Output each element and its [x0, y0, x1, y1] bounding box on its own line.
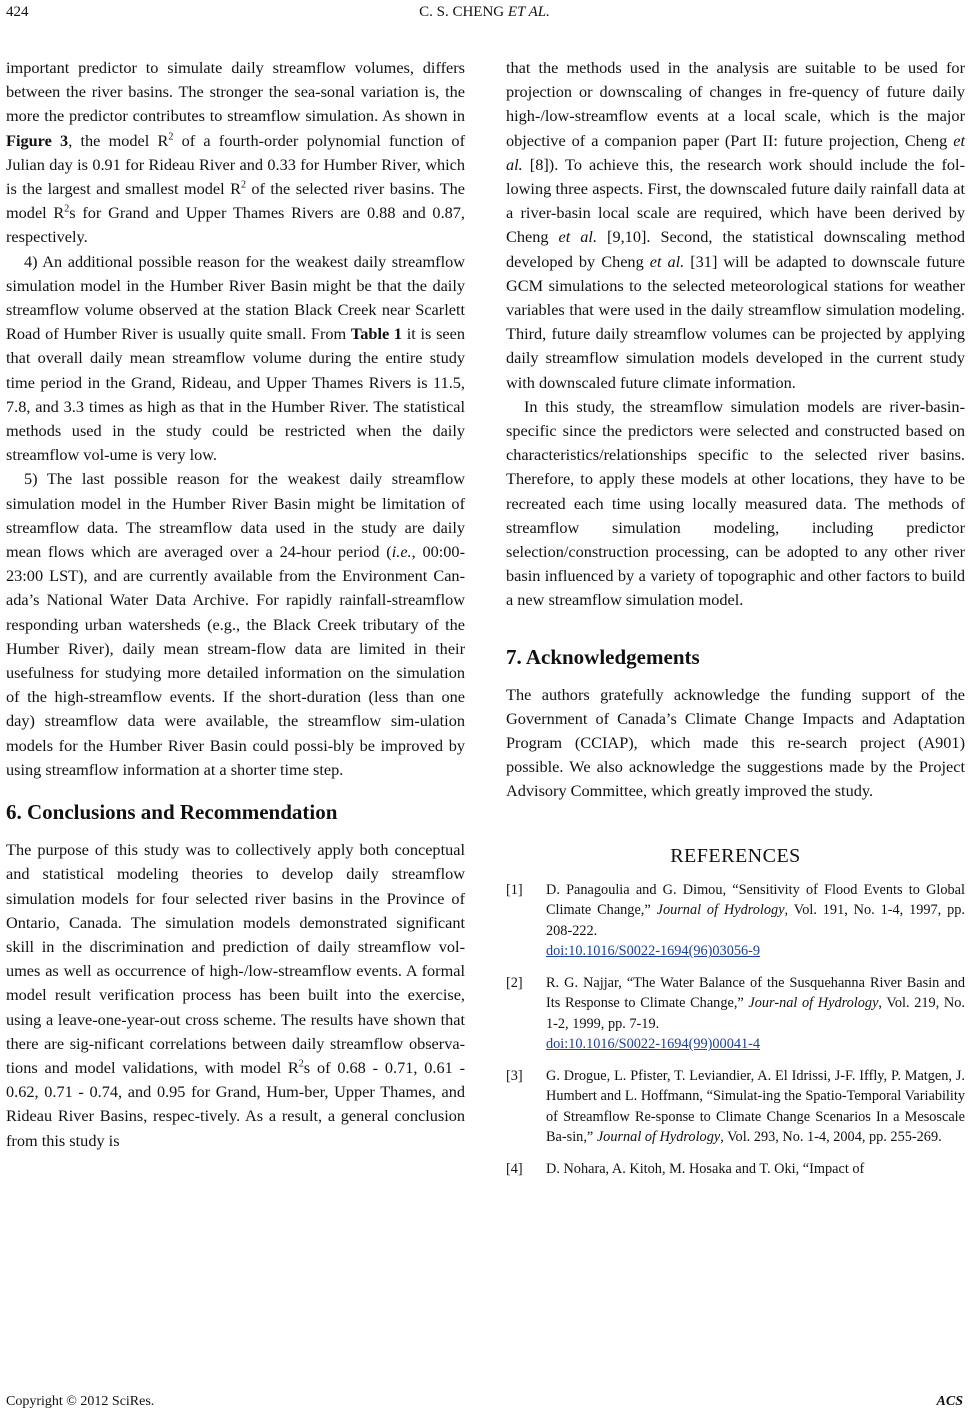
running-head-etal: ET AL. — [507, 4, 550, 20]
page-number: 424 — [6, 4, 29, 20]
reference-item: [2] R. G. Najjar, “The Water Balance of the Susquehanna River Basin and Its Response to Climate Change,” Jour-nal of Hydrology, Vol. 219, No. 1-2, 1999, pp. 7-19. doi:10.1016/S0022-1694(99)00041-4 — [506, 973, 965, 1055]
paragraph: In this study, the streamflow simulation models are river-basin-specific since the predictors were selected and constructed based on characteristics/relationships specific to the selected river basins. Therefore, to apply these models at other locations, they have to be recreated each time using locally measured data. The methods of streamflow simulation modeling, including predictor selection/construction processing, can be adopted to any other river basin influenced by a variety of topographic and other factors to build a new streamflow simulation model. — [506, 396, 965, 610]
doi-link[interactable]: doi:10.1016/S0022-1694(96)03056-9 — [546, 943, 761, 960]
right-column — [506, 56, 965, 1190]
paragraph: that the methods used in the analysis are suitable to be used for projection or downscaling of changes in fre-quency of future daily high-/low-streamflow events at a local scale, which is the major objective of a companion paper (Part II: future projection, Cheng et al. [8]). To achieve this, the research work should include the fol-lowing three aspects. First, the downscaled future daily rainfall data at a river-basin local scale are required, which have been derived by Cheng et al. [9,10]. Second, the statistical downscaling method developed by Cheng et al. [31] will be adapted to downscale future GCM simulations to the selected meteorological stations for weather variables that were used in the daily streamflow simulation modeling. Third, future daily streamflow volumes can be projected by applying daily streamflow simulation models developed in the current study with downscaled future climate information. — [506, 58, 966, 392]
paragraph: 5) The last possible reason for the weakest daily streamflow simulation model in the Humber River Basin might be limitation of streamflow data. The streamflow data used in the study are daily mean flows which are averaged over a 24-hour period (i.e., 00:00-23:00 LST), and are currently available from the Environment Can-ada’s National Water Data Archive. For rapidly rainfall-streamflow responding urban watersheds (e.g., the Black Creek tributary of the Humber River), daily mean stream-flow data are limited in their usefulness for studying more detailed information on the simulation of the high-streamflow events. If the short-duration (less than one day) streamflow data were available, the streamflow sim-ulation models for the Humber River Basin could possi-bly be improved by using streamflow information at a shorter time step. — [6, 469, 465, 779]
section-heading-conclusions: 6. Conclusions and Recommendation — [6, 800, 338, 825]
paragraph: 4) An additional possible reason for the weakest daily streamflow simulation model in the Humber River Basin might be that the daily streamflow volume observed at the station Black Creek near Scarlett Road of Humber River is usually quite small. From Table 1 it is seen that overall daily mean streamflow volume during the entire study time period in the Grand, Rideau, and Upper Thames Rivers is 11.5, 7.8, and 3.3 times as high as that in the Humber River. The statistical methods used in the study could be restricted when the daily streamflow vol-ume is very low. — [6, 251, 466, 465]
copyright: Copyright © 2012 SciRes. — [6, 1394, 155, 1409]
table-ref: Table 1 — [350, 324, 403, 344]
page-header — [0, 0, 969, 28]
references-heading: REFERENCES — [670, 844, 801, 867]
running-head — [0, 4, 969, 21]
paragraph: The purpose of this study was to collectively apply both conceptual and statistical modeling theories to develop daily streamflow simulation models for four selected river basins in the Province of Ontario, Canada. The simulation models demonstrated significant skill in the discrimination and prediction of daily streamflow vol-umes as well as occurrence of high-/low-streamflow events. A formal model result verification process has been built into the exercise, using a leave-one-year-out cross scheme. The results have shown that there are sig-nificant correlations between daily streamflow observa-tions and model validations, with model $R^2s$ of 0.68 - 0.71, 0.61 - 0.62, 0.71 - 0.74, and 0.95 for Grand, Hum-ber, Upper Thames, and Rideau River Basins, respec-tively. As a result, a general conclusion from this study is — [6, 840, 465, 1150]
section-heading-acknowledgements: 7. Acknowledgements — [506, 644, 700, 669]
figure-ref: Figure 3 — [6, 130, 69, 150]
running-head-authors: C. S. CHENG — [419, 4, 505, 20]
doi-link[interactable]: doi:10.1016/S0022-1694(99)00041-4 — [546, 1036, 761, 1053]
journal-abbrev: ACS — [936, 1394, 963, 1409]
paragraph: important predictor to simulate daily streamflow volumes, differs between the river basins. The stronger the sea-sonal variation is, the more the predictor contributes to streamflow simulation. As shown in Figure 3, the model $R^2$ of a fourth-order polynomial function of Julian day is 0.91 for Rideau River and 0.33 for Humber River, which is the largest and smallest model $R^2$ of the selected river basins. The model $R^2s$ for Grand and Upper Thames Rivers are 0.88 and 0.87, respectively. — [6, 58, 465, 247]
left-column — [6, 56, 465, 1153]
reference-item: [3] G. Drogue, L. Pfister, T. Leviandier, A. El Idrissi, J-F. Iffly, P. Matgen, J. Humbert and L. Hoffmann, “Simulat-ing the Spatio-Temporal Variability of Streamflow Re-sponse to Climate Change Scenarios In a Mesoscale Ba-sin,” Journal of Hydrology, Vol. 293, No. 1-4, 2004, pp. 255-269. — [506, 1067, 965, 1146]
reference-item: [4] D. Nohara, A. Kitoh, M. Hosaka and T. Oki, “Impact of — [506, 1160, 865, 1177]
reference-item: [1] D. Panagoulia and G. Dimou, “Sensitivity of Flood Events to Global Climate Change,” Journal of Hydrology, Vol. 191, No. 1-4, 1997, pp. 208-222. doi:10.1016/S0022-1694(96)03056-9 — [506, 880, 965, 962]
paragraph: The authors gratefully acknowledge the funding support of the Government of Canada’s Climate Change Impacts and Adaptation Program (CCIAP), which made this re-search project (A901) possible. We also acknowledge the suggestions made by the Project Advisory Committee, which greatly improved the study. — [506, 684, 965, 801]
